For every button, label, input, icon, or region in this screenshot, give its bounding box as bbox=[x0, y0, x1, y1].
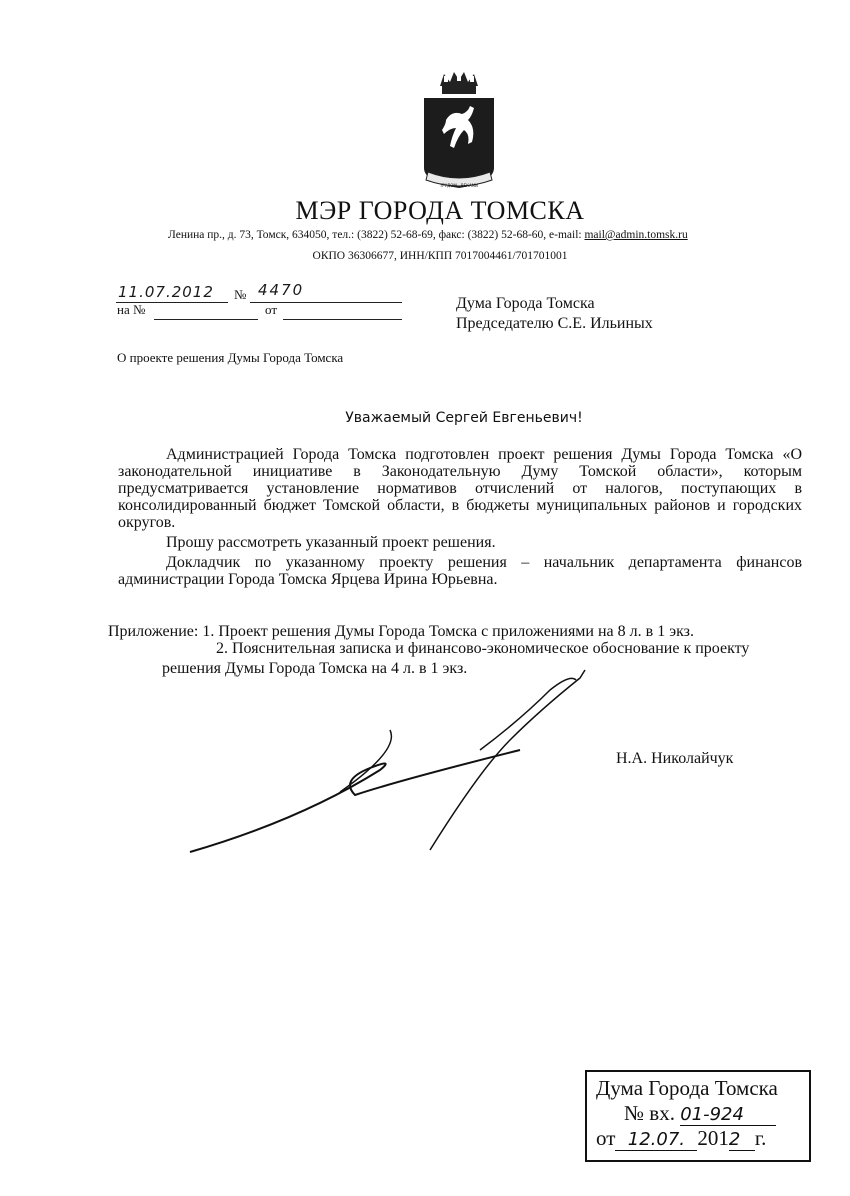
okpo-line: ОКПО 36306677, ИНН/КПП 7017004461/701701001 bbox=[312, 250, 568, 262]
reference-line bbox=[117, 302, 145, 318]
ref-from-label: от bbox=[265, 302, 278, 317]
stamp-number-label: № вх. bbox=[624, 1101, 675, 1125]
email-link[interactable]: mail@admin.tomsk.ru bbox=[584, 229, 688, 241]
recipient-person: Председателю С.Е. Ильиных bbox=[456, 315, 653, 332]
attachment-line-3: решения Думы Города Томска на 4 л. в 1 экз. bbox=[162, 660, 468, 677]
salutation: Уважаемый Сергей Евгеньевич! bbox=[345, 410, 583, 426]
crown-icon bbox=[440, 72, 478, 94]
stamp-year-suffix: г. bbox=[754, 1126, 767, 1150]
attachment-line-1: Приложение: 1. Проект решения Думы Города Томска с приложениями на 8 л. в 1 экз. bbox=[108, 623, 694, 640]
letter-body bbox=[118, 446, 802, 588]
page-title: МЭР ГОРОДА ТОМСКА bbox=[295, 196, 585, 225]
ref-label: на № bbox=[117, 302, 146, 317]
stamp-day-month: 12.07. bbox=[615, 1129, 697, 1151]
stamp-number-line bbox=[624, 1101, 776, 1126]
handwritten-signature bbox=[180, 650, 620, 860]
stamp-year-digit: 2 bbox=[729, 1129, 755, 1151]
body-paragraph: Прошу рассмотреть указанный проект решения. bbox=[166, 534, 496, 551]
crest-motto: ТРУДОМ - ВЕКАМИ bbox=[439, 183, 479, 188]
ref-number-underline bbox=[154, 319, 258, 320]
stamp-organization: Дума Города Томска bbox=[596, 1076, 778, 1100]
stamp-incoming-number: 01-924 bbox=[680, 1104, 776, 1126]
city-coat-of-arms bbox=[420, 72, 498, 196]
recipient-block bbox=[456, 294, 653, 334]
outgoing-date: 11.07.2012 bbox=[118, 283, 214, 301]
address-text: Ленина пр., д. 73, Томск, 634050, тел.: (3822) 52-68-69, факс: (3822) 52-68-60, e-mail: bbox=[168, 229, 585, 241]
body-paragraph: Администрацией Города Томска подготовлен проект решения Думы Города Томска «О законодательной инициативе в Законодательную Думу Томской области», которым предусматривается установление нормативов отчислений от налогов, поступающих в консолидированный бюджет Томской области, в бюджеты муниципальных районов и городских округов. bbox=[118, 446, 802, 531]
attachment-line-2: 2. Пояснительная записка и финансово-экономическое обоснование к проекту bbox=[216, 640, 750, 657]
number-label: № bbox=[234, 287, 247, 302]
stamp-year-prefix: 201 bbox=[697, 1126, 729, 1150]
stamp-date-line bbox=[596, 1126, 766, 1151]
address-line bbox=[168, 229, 688, 241]
recipient-organization: Дума Города Томска bbox=[456, 295, 595, 312]
signatory-name: Н.А. Николайчук bbox=[616, 750, 734, 767]
body-paragraph: Докладчик по указанному проекту решения – начальник департамента финансов администрации Города Томска Ярцева Ирина Юрьевна. bbox=[118, 554, 802, 588]
outgoing-number: 4470 bbox=[258, 281, 305, 299]
ref-date-underline bbox=[283, 319, 402, 320]
letter-subject: О проекте решения Думы Города Томска bbox=[117, 350, 344, 365]
stamp-from-label: от bbox=[596, 1126, 616, 1150]
